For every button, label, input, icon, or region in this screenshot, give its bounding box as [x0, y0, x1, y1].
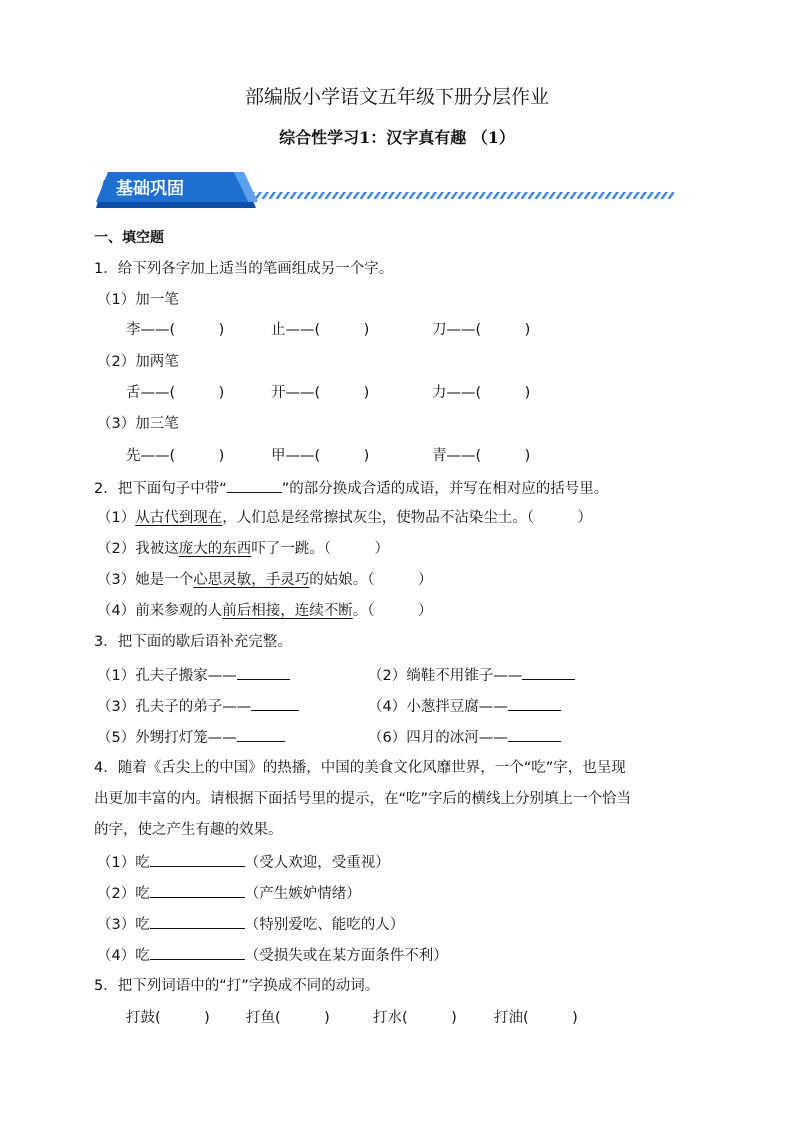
q2-sentence: （3）她是一个心思灵敏，手灵巧的姑娘。（ ） [97, 572, 433, 588]
q1-group1-label: （1）加一笔 [97, 292, 179, 308]
banner-label: 基础巩固 [116, 179, 184, 199]
answer-blank[interactable] [227, 477, 282, 493]
q1-item: 力——( ) [432, 385, 531, 401]
q1-item: 舌——( ) [126, 385, 225, 401]
underlined-phrase: 庞大的东西 [178, 541, 252, 557]
q1-item: 甲——( ) [271, 448, 370, 464]
q5-stem: 5．把下列词语中的“打”字换成不同的动词。 [94, 978, 380, 994]
q5-item: 打鱼( ) [246, 1010, 330, 1026]
q1-group2-label: （2）加两笔 [97, 354, 179, 370]
section-banner [94, 170, 679, 212]
q1-item: 李——( ) [126, 322, 225, 338]
q2-sentence: （1）从古代到现在，人们总是经常擦拭灰尘，使物品不沾染尘土。（ ） [97, 510, 592, 526]
q4-stem-line: 出更加丰富的内。请根据下面括号里的提示，在“吃”字后的横线上分别填上一个恰当 [94, 791, 632, 807]
document-subtitle: 综合性学习1：汉字真有趣 （1） [279, 128, 515, 147]
q1-item: 青——( ) [432, 448, 531, 464]
answer-blank[interactable] [150, 944, 245, 960]
answer-blank[interactable] [251, 695, 299, 711]
answer-blank[interactable] [150, 913, 245, 929]
q3-item: （2）绱鞋不用锥子—— [368, 664, 575, 686]
q1-item: 止——( ) [271, 322, 370, 338]
q1-item: 先——( ) [126, 448, 225, 464]
answer-blank[interactable] [237, 664, 290, 680]
q4-stem-line: 4．随着《舌尖上的中国》的热播，中国的美食文化风靡世界，一个“吃”字，也呈现 [94, 760, 626, 776]
q1-group3-label: （3）加三笔 [97, 416, 179, 432]
q4-item: （3）吃 （特别爱吃、能吃的人） [97, 913, 404, 935]
section-heading: 一、填空题 [94, 230, 164, 246]
q3-item: （3）孔夫子的弟子—— [97, 695, 299, 717]
q1-item: 刀——( ) [432, 322, 531, 338]
q3-item: （6）四月的冰河—— [368, 726, 561, 748]
q2-stem: 2．把下面句子中带“ ”的部分换成合适的成语，并写在相对应的括号里。 [94, 477, 608, 499]
q3-item: （4）小葱拌豆腐—— [368, 695, 561, 717]
q5-item: 打水( ) [373, 1010, 457, 1026]
q1-stem: 1．给下列各字加上适当的笔画组成另一个字。 [94, 261, 394, 277]
q5-item: 打油( ) [494, 1010, 578, 1026]
answer-blank[interactable] [150, 882, 245, 898]
q5-item: 打鼓( ) [126, 1010, 210, 1026]
banner-hatch-strip [244, 192, 674, 199]
answer-blank[interactable] [508, 726, 561, 742]
q4-stem-line: 的字，使之产生有趣的效果。 [94, 822, 283, 838]
q3-stem: 3．把下面的歇后语补充完整。 [94, 634, 292, 650]
q3-item: （1）孔夫子搬家—— [97, 664, 290, 686]
answer-blank[interactable] [508, 695, 561, 711]
answer-blank[interactable] [522, 664, 575, 680]
q4-item: （1）吃 （受人欢迎，受重视） [97, 851, 390, 873]
q2-sentence: （2）我被这庞大的东西吓了一跳。（ ） [97, 541, 389, 557]
document-title: 部编版小学语文五年级下册分层作业 [244, 86, 549, 108]
underlined-phrase: 心思灵敏，手灵巧 [193, 572, 310, 588]
answer-blank[interactable] [237, 726, 285, 742]
q3-item: （5）外甥打灯笼—— [97, 726, 285, 748]
q2-sentence: （4）前来参观的人前后相接，连续不断。（ ） [97, 603, 433, 619]
underlined-phrase: 从古代到现在 [135, 510, 223, 526]
q4-item: （2）吃 （产生嫉妒情绪） [97, 882, 361, 904]
q4-item: （4）吃 （受损失或在某方面条件不利） [97, 944, 448, 966]
answer-blank[interactable] [150, 851, 245, 867]
q1-item: 开——( ) [271, 385, 370, 401]
underlined-phrase: 前后相接，连续不断 [222, 603, 353, 619]
